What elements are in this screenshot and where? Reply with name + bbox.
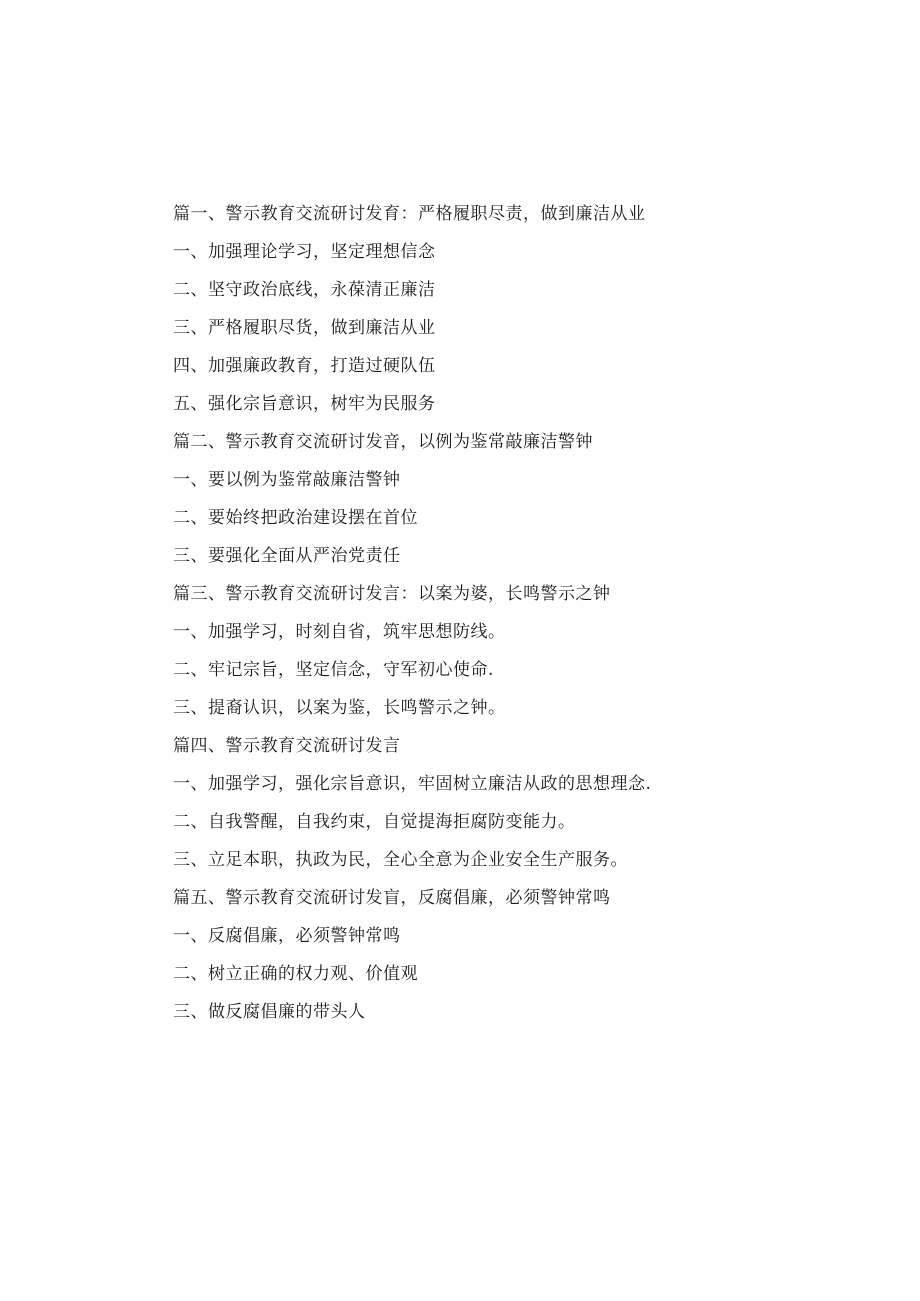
outline-item: 四、加强廉政教育，打造过硬队伍 — [173, 356, 436, 376]
outline-item: 一、加强学习，强化宗旨意识，牢固树立廉洁从政的思想理念. — [173, 774, 652, 794]
outline-item: 一、加强理论学习，坚定理想信念 — [173, 242, 436, 262]
outline-item: 二、牢记宗旨，坚定信念，守军初心使命. — [173, 660, 494, 680]
outline-item: 一、加强学习，时刻自省，筑牢思想防线。 — [173, 622, 506, 642]
outline-item: 三、立足本职，执政为民，全心全意为企业安全生产服务。 — [173, 850, 628, 870]
outline-item: 二、坚守政治底线，永葆清正廉洁 — [173, 280, 436, 300]
outline-item: 一、要以例为鉴常敲廉洁警钟 — [173, 470, 401, 490]
outline-item: 二、自我警醒，自我约束，自觉提海拒腐防变能力。 — [173, 812, 576, 832]
outline-item: 三、严格履职尽货，做到廉洁从业 — [173, 318, 436, 338]
outline-item: 一、反腐倡廉，必须警钟常鸣 — [173, 926, 401, 946]
outline-list — [173, 199, 733, 1035]
outline-heading-5: 篇五、警示教育交流研讨发盲，反腐倡廉，必须警钟常鸣 — [173, 888, 611, 908]
outline-heading-1: 篇一、警示教育交流研讨发育：严格履职尽责，做到廉洁从业 — [173, 204, 646, 224]
outline-item: 三、提裔认识，以案为鉴，长鸣警示之钟。 — [173, 698, 506, 718]
outline-heading-4: 篇四、警示教育交流研讨发言 — [173, 736, 401, 756]
outline-item: 三、做反腐倡廉的带头人 — [173, 1002, 366, 1022]
outline-item: 五、强化宗旨意识，树牢为民服务 — [173, 394, 436, 414]
outline-item: 三、要强化全面从严治党责任 — [173, 546, 401, 566]
outline-item: 二、树立正确的权力观、价值观 — [173, 964, 418, 984]
outline-heading-2: 篇二、警示教育交流研讨发音，以例为鉴常敲廉洁警钟 — [173, 432, 593, 452]
outline-heading-3: 篇三、警示教育交流研讨发言：以案为婆，长鸣警示之钟 — [173, 584, 611, 604]
outline-item: 二、要始终把政治建设摆在首位 — [173, 508, 418, 528]
